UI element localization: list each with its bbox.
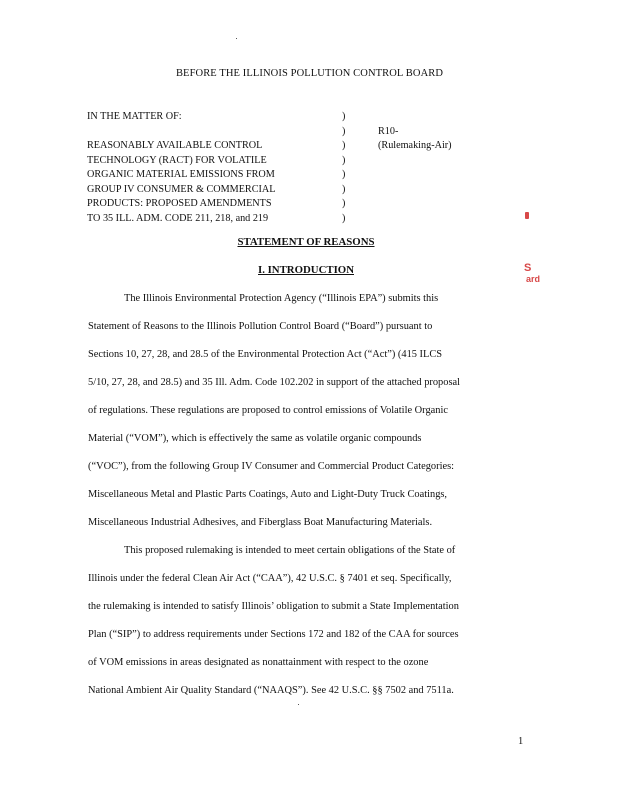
body-line: of VOM emissions in areas designated as nonattainment with respect to the ozone <box>88 657 429 668</box>
scan-speck <box>236 38 237 39</box>
caption-docket <box>378 125 452 154</box>
body-line: Miscellaneous Metal and Plastic Parts Coatings, Auto and Light-Duty Truck Coatings, <box>88 489 448 500</box>
body-line: (“VOC”), from the following Group IV Consumer and Commercial Product Categories: <box>88 461 455 472</box>
caption-line: IN THE MATTER OF: <box>87 111 182 122</box>
docket-type: (Rulemaking-Air) <box>378 140 452 151</box>
caption-paren: ) <box>342 183 346 195</box>
statement-title: STATEMENT OF REASONS <box>237 236 375 248</box>
caption-line: GROUP IV CONSUMER & COMMERCIAL <box>87 183 276 195</box>
caption-line: REASONABLY AVAILABLE CONTROL <box>87 140 263 151</box>
caption-paren: ) <box>342 212 346 224</box>
caption-paren: ) <box>342 154 346 166</box>
caption-paren: ) <box>342 125 346 137</box>
stamp-fragment: S <box>524 262 532 274</box>
body-line: Material (“VOM”), which is effectively the same as volatile organic compounds <box>88 433 422 444</box>
docket-number: R10- <box>378 125 399 137</box>
body-line: Illinois under the federal Clean Air Act (“CAA”), 42 U.S.C. § 7401 et seq. Specifically, <box>88 573 452 584</box>
caption-line: TO 35 ILL. ADM. CODE 211, 218, and 219 <box>87 212 269 224</box>
body-line: Sections 10, 27, 28, and 28.5 of the Environmental Protection Act (“Act”) (415 ILCS <box>88 349 443 360</box>
body-line: This proposed rulemaking is intended to meet certain obligations of the State of <box>124 545 456 556</box>
body-line: Miscellaneous Industrial Adhesives, and Fiberglass Boat Manufacturing Materials. <box>88 517 433 528</box>
caption-parentheses <box>342 110 345 226</box>
caption-line <box>87 125 276 140</box>
caption-paren: ) <box>342 140 346 151</box>
section-title: I. INTRODUCTION <box>258 264 354 276</box>
caption-paren: ) <box>342 169 346 180</box>
caption-paren: ) <box>342 111 346 122</box>
caption-line: PRODUCTS: PROPOSED AMENDMENTS <box>87 198 272 209</box>
body-line: Statement of Reasons to the Illinois Pollution Control Board (“Board”) pursuant to <box>88 321 433 332</box>
body-line: of regulations. These regulations are proposed to control emissions of Volatile Organic <box>88 405 448 416</box>
board-title: BEFORE THE ILLINOIS POLLUTION CONTROL BOARD <box>175 68 444 79</box>
caption-matter <box>87 110 276 226</box>
caption-line: ORGANIC MATERIAL EMISSIONS FROM <box>87 169 275 180</box>
body-text <box>88 292 460 712</box>
page-number: 1 <box>518 736 524 747</box>
body-line: The Illinois Environmental Protection Agency (“Illinois EPA”) submits this <box>124 293 439 304</box>
scan-speck <box>298 704 299 705</box>
stamp-mark <box>525 212 529 219</box>
body-line: National Ambient Air Quality Standard (“NAAQS”). See 42 U.S.C. §§ 7502 and 7511a. <box>88 685 454 696</box>
stamp-fragment: ard <box>526 274 541 284</box>
body-line: Plan (“SIP”) to address requirements under Sections 172 and 182 of the CAA for sources <box>88 629 459 640</box>
caption-line: TECHNOLOGY (RACT) FOR VOLATILE <box>87 154 267 166</box>
body-line: 5/10, 27, 28, and 28.5) and 35 Ill. Adm. Code 102.202 in support of the attached proposal <box>88 377 460 388</box>
caption-paren: ) <box>342 198 346 209</box>
body-line: the rulemaking is intended to satisfy Illinois’ obligation to submit a State Implementation <box>88 601 459 612</box>
